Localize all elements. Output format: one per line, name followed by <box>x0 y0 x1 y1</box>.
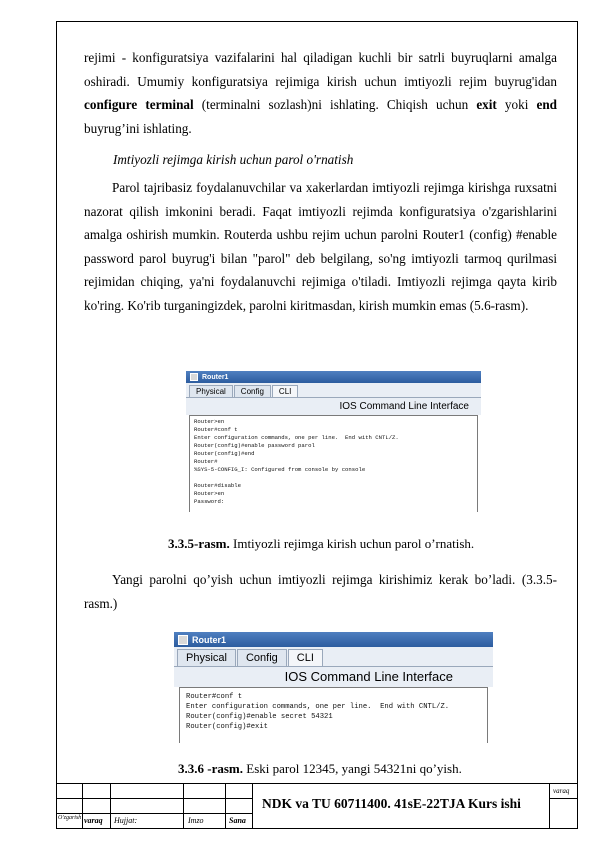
footer-col-line-5 <box>252 783 253 829</box>
footer-col-line-1 <box>82 783 83 829</box>
window-titlebar <box>174 632 493 647</box>
caption-2 <box>178 761 462 777</box>
footer-page-line <box>549 798 578 799</box>
paragraph-2-text: Parol tajribasiz foydalanuvchilar va xakerlardan imtiyozli rejimga kirishga ruxsatni nazorat qilish imkonini beradi. Faqat imtiyozli rejimda konfiguratsiya o'zgarishlarini amalga oshirish mumkin. Routerda ushbu rejim uchun parolni Router1 (config) #enable password parol buyrug'i bilan "parol" deb belgilang, so'ng imtiyozli tarmoq qurilmasi rejimidan chiqing, ya'ni foydalanuvchi rejimiga o'tiladi. Imtiyozli rejimga qayta kirib ko'ring. Ko'rib turganingizdek, parolni kiritmasdan, kirish mumkin emas (5.6-rasm). <box>84 180 557 313</box>
tab-bar <box>186 383 481 398</box>
caption-1-text: Imtiyozli rejimga kirish uchun parol o’rnatish. <box>229 536 475 551</box>
footer-row-line-1 <box>56 798 252 799</box>
cli-line: Password: <box>194 498 225 505</box>
cli-line: Router(config)#end <box>194 450 255 457</box>
tab-bar <box>174 647 493 667</box>
paragraph-3-text: Yangi parolni qo’yish uchun imtiyozli rejimga kirishimiz kerak bo’ladi. (3.3.5-rasm.) <box>84 572 557 611</box>
footer-col-line-4 <box>225 783 226 829</box>
ios-header: IOS Command Line Interface <box>174 667 493 687</box>
paragraph-1-text-d: buyrug’ini ishlating. <box>84 120 192 136</box>
footer-document-title: NDK va TU 60711400. 41sE-22TJA Kurs ishi <box>262 796 521 811</box>
paragraph-1-text-b: (terminalni sozlash)ni ishlating. Chiqish uchun <box>193 97 477 113</box>
window-titlebar <box>186 371 481 383</box>
paragraph-1-text-c: yoki <box>496 97 537 113</box>
paragraph-1-text-a: rejimi - konfiguratsiya vazifalarini hal qiladigan kuchli bir satrli buyruqlarni amalga oshiradi. Umumiy konfiguratsiya rejimiga kirish uchun imtiyozli rejim buyrug'idan <box>84 50 557 89</box>
cli-line: %SYS-5-CONFIG_I: Configured from console by console <box>194 466 366 473</box>
window-title: Router1 <box>202 373 229 381</box>
footer-ozgarish: O'zgarish <box>58 815 82 821</box>
cli-line: Router#conf t <box>194 426 238 433</box>
cli-line <box>194 474 473 482</box>
paragraph-1 <box>84 46 557 140</box>
cli-line: Router>en <box>194 490 225 497</box>
subheading: Imtiyozli rejimga kirish uchun parol o'rnatish <box>113 152 354 167</box>
cli-line: Router#disable <box>194 482 241 489</box>
cli-line: Router(config)#enable password parol <box>194 442 315 449</box>
footer-col-line-2 <box>110 783 111 829</box>
footer-top-line <box>56 783 578 784</box>
footer-varaq: varaq <box>84 816 103 825</box>
cli-terminal[interactable] <box>189 415 478 512</box>
paragraph-1-bold-configure: configure terminal <box>84 97 194 113</box>
tab-config[interactable]: Config <box>237 649 287 666</box>
paragraph-1-bold-end: end <box>536 97 557 113</box>
paragraph-2 <box>84 176 557 318</box>
cli-line: Enter configuration commands, one per line. End with CNTL/Z. <box>186 703 450 711</box>
router-app-icon <box>190 373 198 381</box>
footer-hujjat: Hujjat: <box>114 816 138 825</box>
caption-2-text: Eski parol 12345, yangi 54321ni qo’yish. <box>243 761 462 776</box>
cli-line: Router(config)#enable secret 54321 <box>186 713 333 721</box>
footer-row-line-2 <box>56 813 252 814</box>
tab-physical[interactable]: Physical <box>189 385 233 397</box>
router-app-icon <box>178 635 188 645</box>
window-title: Router1 <box>192 634 227 645</box>
cli-line: Router(config)#exit <box>186 723 268 731</box>
paragraph-1-bold-exit: exit <box>476 97 497 113</box>
footer-varaq-top: varaq <box>553 787 570 795</box>
cli-line: Enter configuration commands, one per line. End with CNTL/Z. <box>194 434 399 441</box>
footer-imzo: Imzo <box>188 816 204 825</box>
router-cli-screenshot-2 <box>174 632 493 743</box>
ios-header: IOS Command Line Interface <box>186 398 481 415</box>
router-cli-screenshot-1 <box>186 371 481 512</box>
cli-line: Router# <box>194 458 218 465</box>
footer-col-line-6 <box>549 783 550 829</box>
tab-physical[interactable]: Physical <box>177 649 236 666</box>
cli-line: Router>en <box>194 418 225 425</box>
caption-2-label: 3.3.6 -rasm. <box>178 761 243 776</box>
footer-col-line-3 <box>183 783 184 829</box>
tab-cli[interactable]: CLI <box>288 649 323 666</box>
tab-cli[interactable]: CLI <box>272 385 298 397</box>
cli-line: Router#conf t <box>186 693 243 701</box>
paragraph-3 <box>84 568 557 615</box>
caption-1-label: 3.3.5-rasm. <box>168 536 230 551</box>
tab-config[interactable]: Config <box>234 385 271 397</box>
cli-terminal[interactable] <box>179 687 488 743</box>
footer-sana: Sana <box>229 816 246 825</box>
caption-1 <box>168 536 474 552</box>
